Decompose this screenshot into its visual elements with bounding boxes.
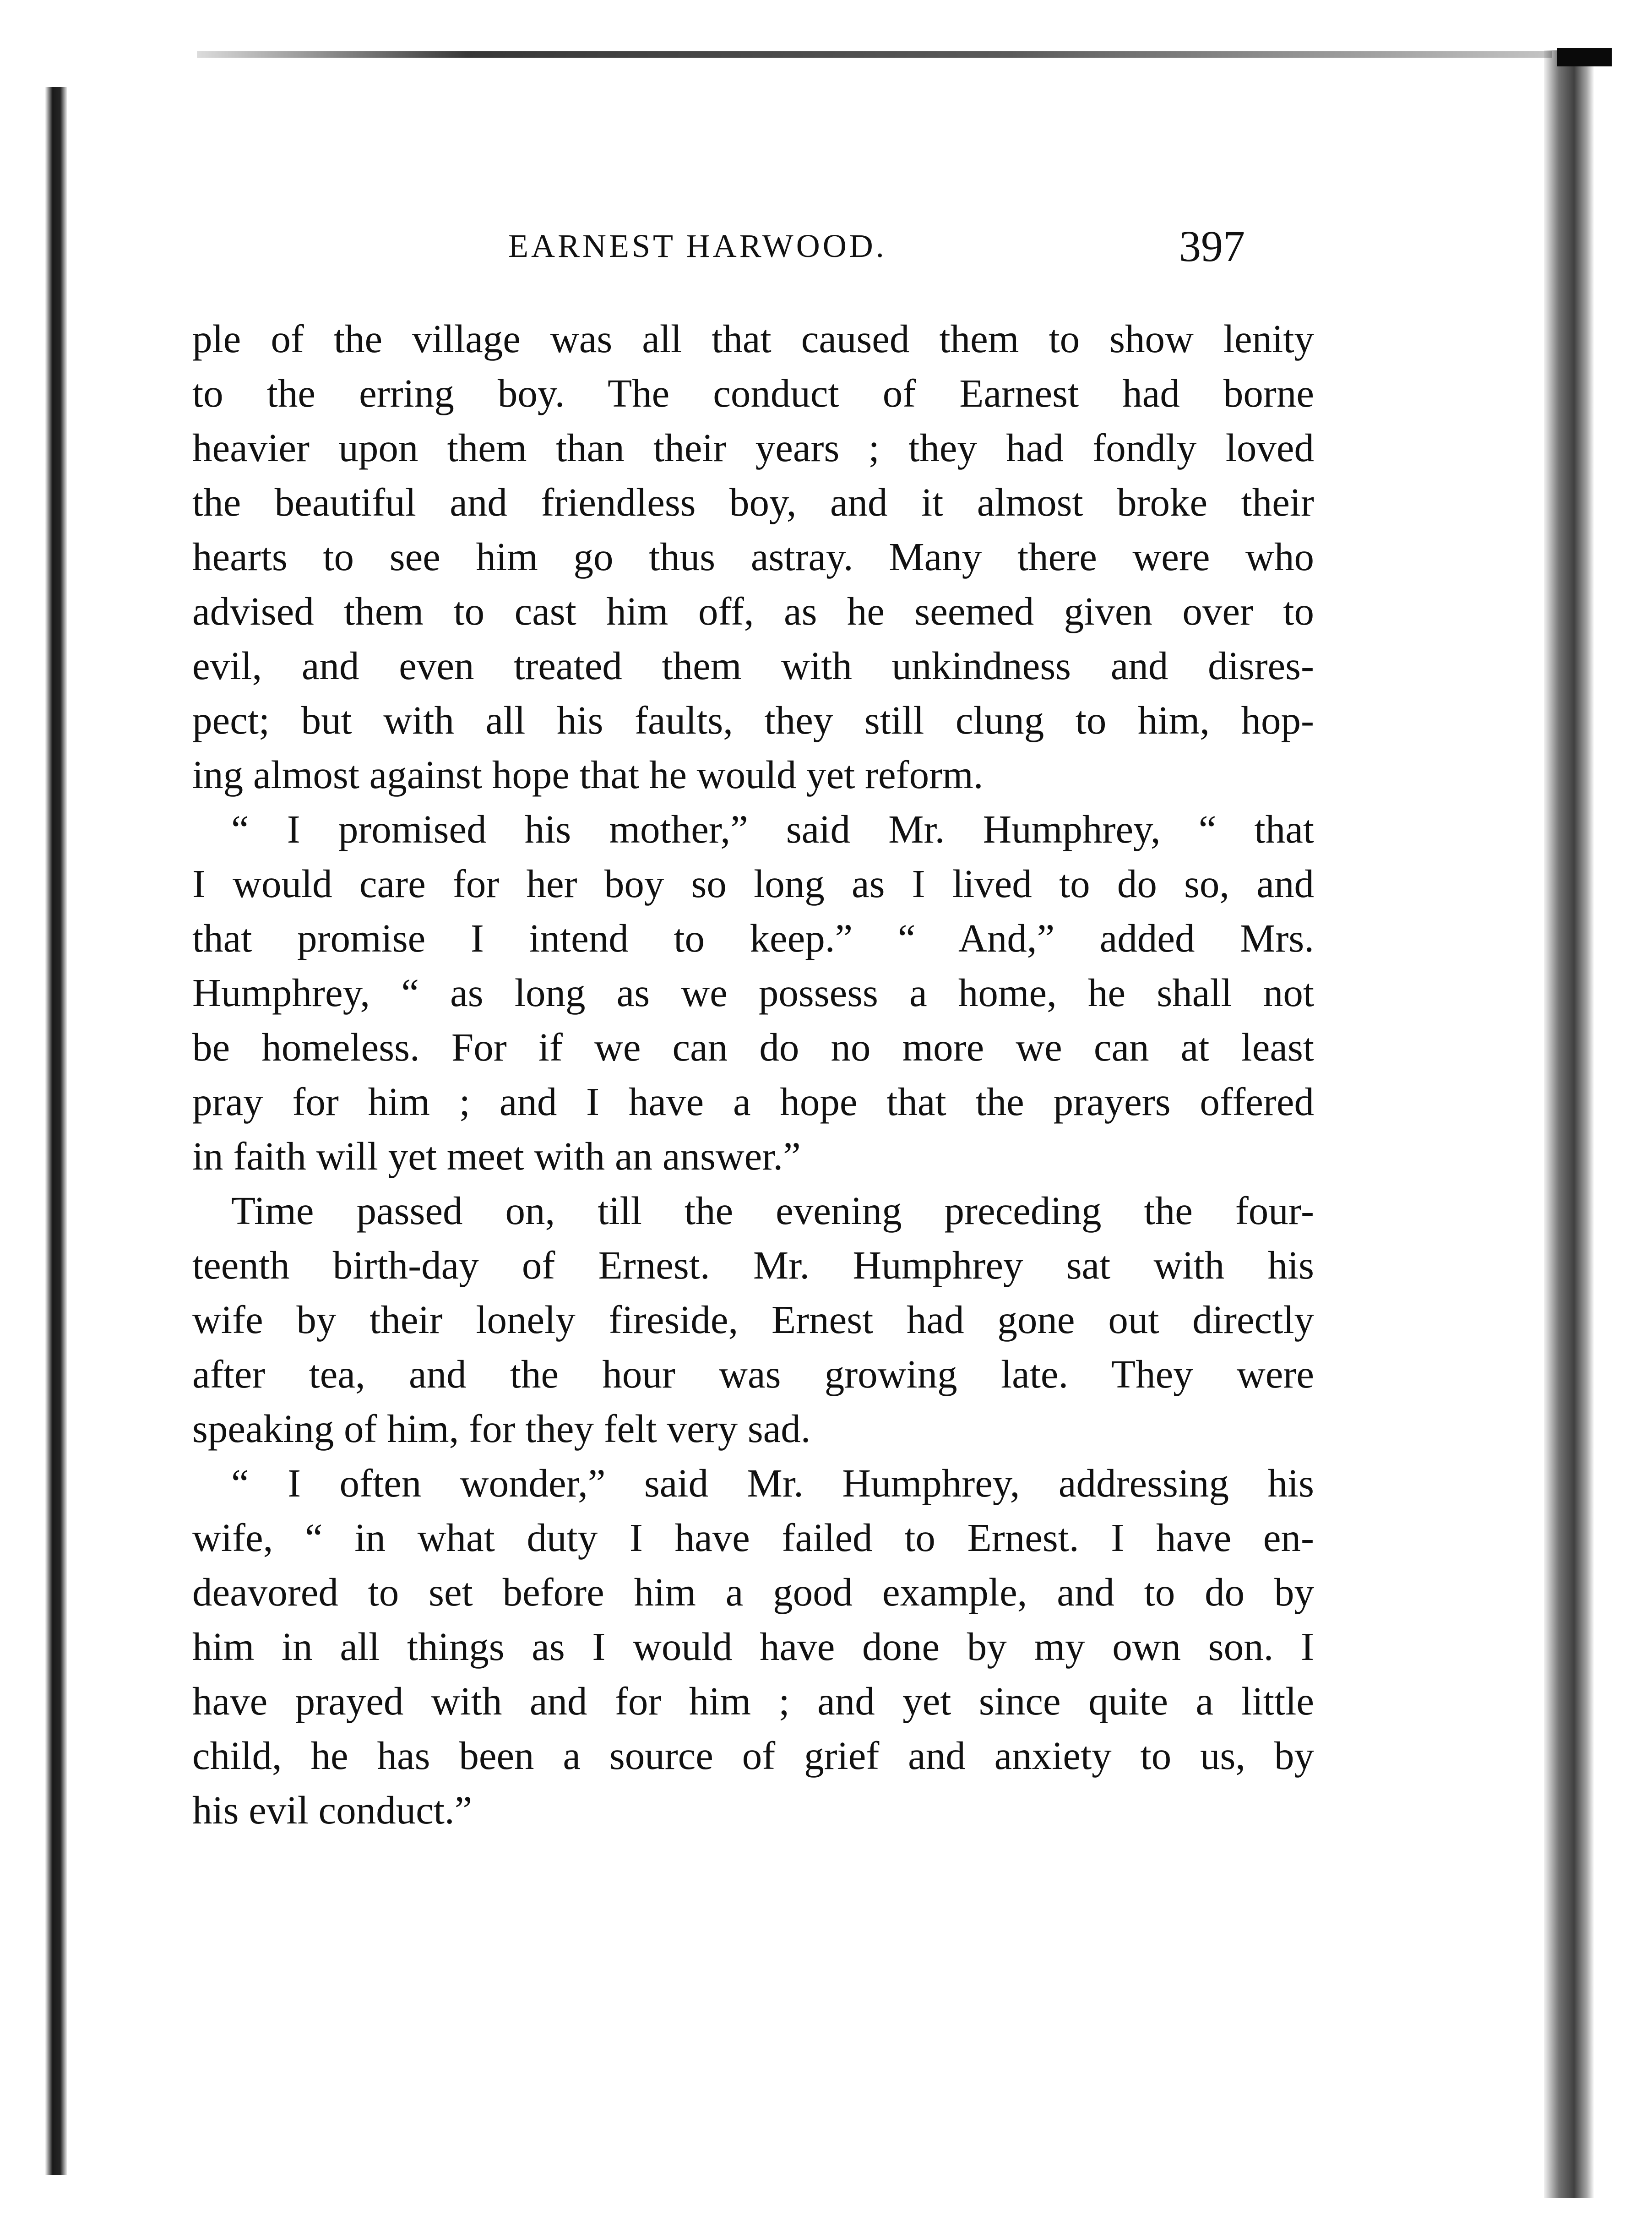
text-line: him in all things as I would have done by my own son. I	[192, 1624, 1314, 1669]
text-line: teenth birth-day of Ernest. Mr. Humphrey sat with his	[192, 1243, 1314, 1287]
text-line: his evil conduct.”	[192, 1788, 473, 1832]
text-line: hearts to see him go thus astray. Many there were who	[192, 534, 1314, 579]
text-line: speaking of him, for they felt very sad.	[192, 1406, 811, 1451]
text-line: child, he has been a source of grief and anxiety to us, by	[192, 1733, 1314, 1778]
text-line: “ I often wonder,” said Mr. Humphrey, addressing his	[231, 1461, 1314, 1505]
page-number: 397	[1179, 222, 1245, 271]
text-line: I would care for her boy so long as I lived to do so, and	[192, 861, 1314, 906]
scan-binding-edge	[45, 87, 67, 2175]
text-line: that promise I intend to keep.” “ And,” added Mrs.	[192, 916, 1314, 960]
text-line: Humphrey, “ as long as we possess a home, he shall not	[192, 970, 1314, 1015]
text-line: the beautiful and friendless boy, and it almost broke their	[192, 480, 1314, 524]
text-line: “ I promised his mother,” said Mr. Humphrey, “ that	[231, 807, 1314, 851]
text-line: heavier upon them than their years ; they had fondly loved	[192, 425, 1314, 470]
text-line: wife by their lonely fireside, Ernest had gone out directly	[192, 1297, 1314, 1342]
page-header	[0, 221, 1652, 271]
text-line: have prayed with and for him ; and yet since quite a little	[192, 1679, 1314, 1723]
text-line: pray for him ; and I have a hope that the prayers offered	[192, 1079, 1314, 1124]
text-line: be homeless. For if we can do no more we can at least	[192, 1025, 1314, 1069]
text-line: to the erring boy. The conduct of Earnest had borne	[192, 371, 1314, 415]
running-head: EARNEST HARWOOD.	[508, 228, 887, 264]
text-line: pect; but with all his faults, they still clung to him, hop-	[192, 698, 1314, 742]
text-line: ple of the village was all that caused them to show lenity	[192, 316, 1314, 361]
body-text	[192, 311, 1314, 1837]
text-line: wife, “ in what duty I have failed to Ernest. I have en-	[192, 1515, 1314, 1560]
text-line: after tea, and the hour was growing late. They were	[192, 1352, 1314, 1396]
scan-top-rule	[197, 51, 1552, 58]
text-line: advised them to cast him off, as he seemed given over to	[192, 589, 1314, 633]
text-line: deavored to set before him a good example, and to do by	[192, 1570, 1314, 1614]
text-line: in faith will yet meet with an answer.”	[192, 1134, 801, 1178]
scan-page-edge	[1544, 50, 1594, 2198]
text-line: Time passed on, till the evening preceding the four-	[231, 1188, 1314, 1233]
scan-page-corner	[1557, 48, 1612, 66]
text-line: ing almost against hope that he would yet reform.	[192, 752, 984, 797]
text-line: evil, and even treated them with unkindness and disres-	[192, 643, 1314, 688]
